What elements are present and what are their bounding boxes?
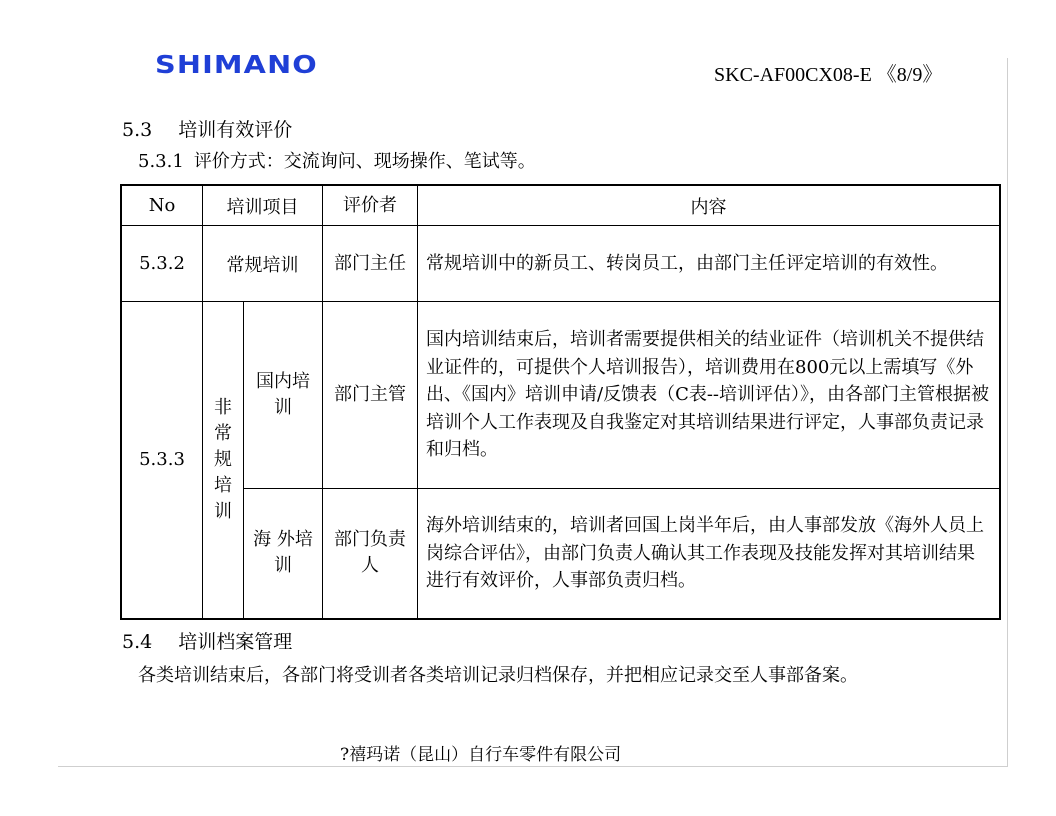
page-right-border bbox=[1007, 58, 1008, 766]
subtype-overseas: 海 外培训 bbox=[244, 489, 323, 619]
section-text: 评价方式：交流询问、现场操作、笔试等。 bbox=[193, 151, 536, 172]
row-evaluator: 部门主管 bbox=[323, 302, 418, 489]
evaluation-table bbox=[120, 184, 1001, 620]
section-5-4-paragraph: 各类培训结束后，各部门将受训者各类培训记录归档保存，并把相应记录交至人事部备案。 bbox=[138, 665, 858, 686]
row-project: 常规培训 bbox=[203, 226, 323, 302]
table-row bbox=[121, 489, 1000, 619]
section-5-3-1 bbox=[138, 147, 536, 173]
table-row bbox=[121, 302, 1000, 489]
header-project: 培训项目 bbox=[203, 185, 323, 226]
section-number: 5.4 bbox=[122, 631, 153, 653]
table-row bbox=[121, 226, 1000, 302]
section-number: 5.3.1 bbox=[138, 151, 184, 172]
row-number: 5.3.2 bbox=[121, 226, 203, 302]
section-5-4-heading bbox=[122, 627, 292, 654]
shimano-logo: SHIMANO bbox=[155, 50, 318, 79]
row-number: 5.3.3 bbox=[121, 302, 203, 619]
table-header-row bbox=[121, 185, 1000, 226]
header-evaluator: 评价者 bbox=[323, 185, 418, 226]
row-content: 海外培训结束的，培训者回国上岗半年后，由人事部发放《海外人员上岗综合评估》，由部门负责人确认其工作表现及技能发挥对其培训结果进行有效评价，人事部负责归档。 bbox=[418, 489, 1001, 619]
header-no: No bbox=[121, 185, 203, 226]
header-content: 内容 bbox=[418, 185, 1001, 226]
page-bottom-border bbox=[58, 766, 1008, 767]
section-title: 培训档案管理 bbox=[178, 631, 293, 653]
row-project-vertical: 非常规培训 bbox=[203, 302, 244, 619]
document-number: SKC-AF00CX08-E 《8/9》 bbox=[714, 64, 943, 86]
section-number: 5.3 bbox=[122, 119, 153, 141]
section-title: 培训有效评价 bbox=[178, 119, 293, 141]
row-content: 常规培训中的新员工、转岗员工，由部门主任评定培训的有效性。 bbox=[418, 226, 1001, 302]
footer-company: ?禧玛诺（昆山）自行车零件有限公司 bbox=[340, 745, 622, 765]
subtype-domestic: 国内培训 bbox=[244, 302, 323, 489]
row-content: 国内培训结束后，培训者需要提供相关的结业证件（培训机关不提供结业证件的，可提供个人培训报告），培训费用在800元以上需填写《外出、《国内》培训申请/反馈表（C表--培训评估）》，由各部门主管根据被培训个人工作表现及自我鉴定对其培训结果进行评定，人事部负责记录和归档。 bbox=[418, 302, 1001, 489]
section-5-3-heading bbox=[122, 115, 292, 142]
row-evaluator: 部门主任 bbox=[323, 226, 418, 302]
row-evaluator: 部门负责人 bbox=[323, 489, 418, 619]
